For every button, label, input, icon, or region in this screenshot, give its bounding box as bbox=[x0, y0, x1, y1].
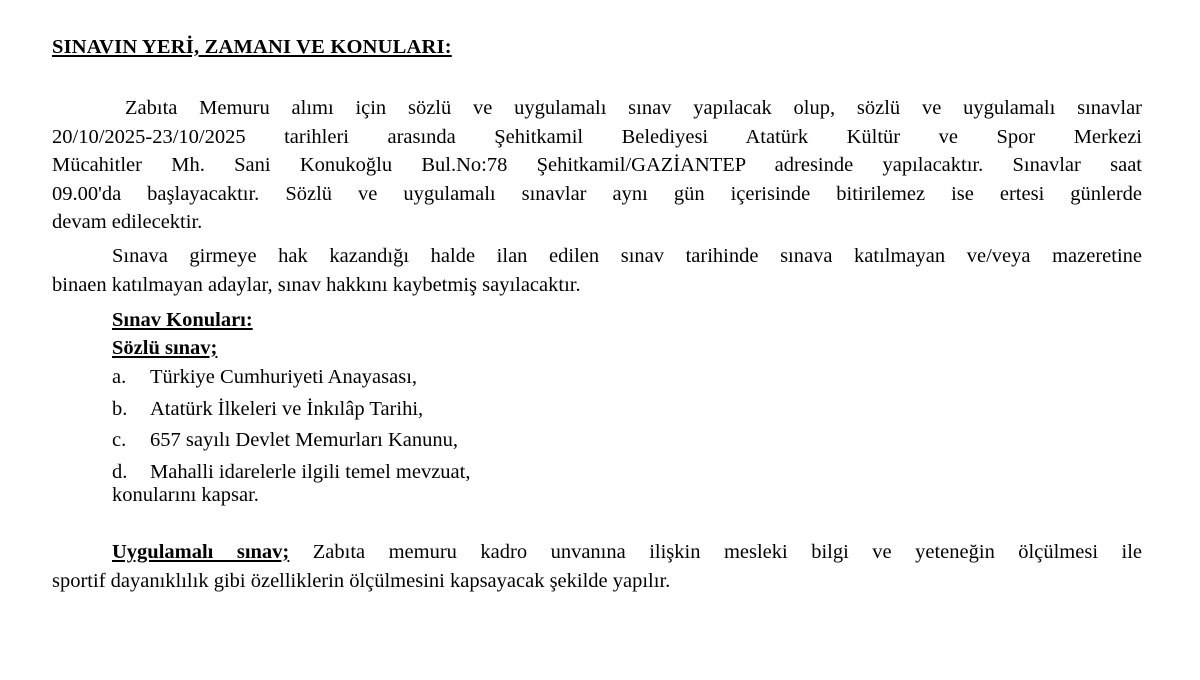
practical-exam-paragraph bbox=[52, 538, 1142, 595]
list-item-text: Türkiye Cumhuriyeti Anayasası, bbox=[150, 366, 418, 388]
paragraph-line: sportif dayanıklılık gibi özelliklerin ölçülmesini kapsayacak şekilde yapılır. bbox=[52, 569, 671, 592]
paragraph-line: Mücahitler Mh. Sani Konukoğlu Bul.No:78 Şehitkamil/GAZİANTEP adresinde yapılacaktır. Sınavlar saat bbox=[52, 154, 1142, 176]
list-item bbox=[112, 394, 470, 426]
absence-paragraph bbox=[52, 242, 1142, 299]
list-item bbox=[112, 425, 470, 457]
oral-exam-topic-list bbox=[112, 362, 470, 488]
list-marker: d. bbox=[112, 460, 128, 483]
exam-location-paragraph bbox=[52, 94, 1142, 237]
list-item-text: Mahalli idarelerle ilgili temel mevzuat, bbox=[150, 460, 471, 483]
paragraph-line: 09.00'da başlayacaktır. Sözlü ve uygulamalı sınavlar aynı gün içerisinde bitirilemez ise ertesi günlerde bbox=[52, 182, 1142, 205]
paragraph-line: 20/10/2025-23/10/2025 tarihleri arasında Şehitkamil Belediyesi Atatürk Kültür ve Spor Merkezi bbox=[52, 125, 1142, 148]
oral-exam-closing: konularını kapsar. bbox=[112, 484, 259, 506]
list-marker: a. bbox=[112, 366, 127, 388]
practical-exam-label: Uygulamalı sınav; bbox=[112, 541, 290, 563]
paragraph-line: Zabıta Memuru alımı için sözlü ve uygulamalı sınav yapılacak olup, sözlü ve uygulamalı sınavlar bbox=[125, 97, 1142, 119]
paragraph-line: binaen katılmayan adaylar, sınav hakkını kaybetmiş sayılacaktır. bbox=[52, 273, 581, 296]
paragraph-line: Sınava girmeye hak kazandığı halde ilan edilen sınav tarihinde sınava katılmayan ve/veya mazeretine bbox=[112, 245, 1142, 267]
paragraph-line: devam edilecektir. bbox=[52, 211, 203, 233]
paragraph-line bbox=[52, 538, 1142, 567]
list-marker: c. bbox=[112, 429, 127, 451]
list-item-text: 657 sayılı Devlet Memurları Kanunu, bbox=[150, 429, 459, 451]
list-marker: b. bbox=[112, 397, 128, 420]
list-item bbox=[112, 362, 470, 394]
exam-topics-heading: Sınav Konuları: bbox=[112, 309, 253, 331]
section-heading: SINAVIN YERİ, ZAMANI VE KONULARI: bbox=[52, 36, 452, 58]
practical-exam-text: Zabıta memuru kadro unvanına ilişkin mesleki bilgi ve yeteneğin ölçülmesi ile bbox=[289, 541, 1142, 563]
oral-exam-heading: Sözlü sınav; bbox=[112, 337, 218, 359]
list-item-text: Atatürk İlkeleri ve İnkılâp Tarihi, bbox=[150, 397, 424, 420]
